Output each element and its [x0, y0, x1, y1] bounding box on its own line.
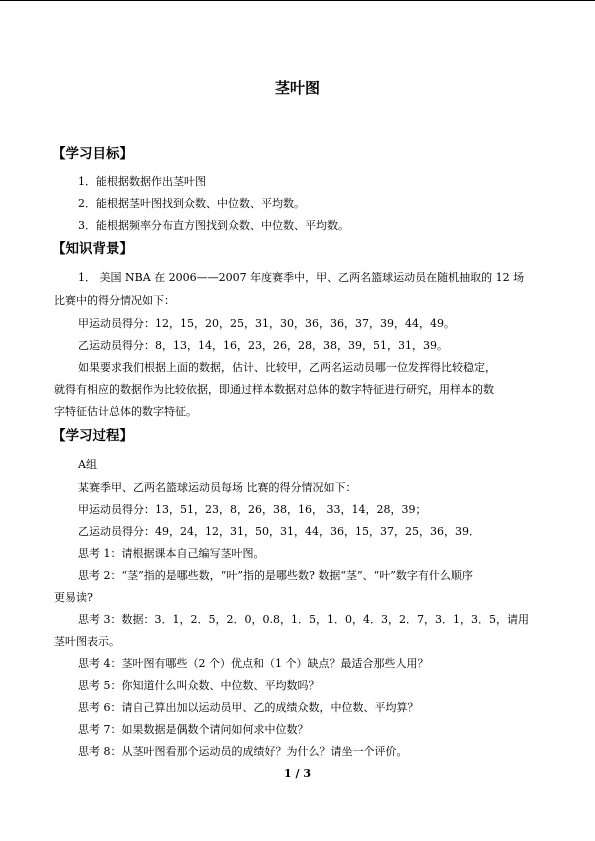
- think-5: 思考 5：你知道什么叫众数、中位数、平均数吗？: [78, 679, 320, 692]
- background-yi-scores: 乙运动员得分：8，13，14，16，23，26，28，38，39，51，31，39。: [78, 339, 448, 352]
- think-2-line-1: 思考 2：“茎”指的是哪些数，“叶”指的是哪些数? 数据“茎”、“叶”数字有什么顺序: [78, 569, 473, 582]
- background-paragraph-line-3: 字特征估计总体的数字特征。: [54, 405, 197, 418]
- process-group-label: A组: [78, 458, 97, 471]
- goal-item-2: 2．能根据茎叶图找到众数、中位数、平均数。: [78, 197, 305, 210]
- think-6: 思考 6：请自己算出加以运动员甲、乙的成绩众数，中位数、平均算？: [78, 701, 419, 714]
- goal-item-3: 3．能根据频率分布直方图找到众数、中位数、平均数。: [78, 219, 349, 232]
- background-heading: 【知识背景】: [52, 241, 133, 257]
- process-jia-scores: 甲运动员得分：13，51，23，8，26，38，16， 33，14，28，39；: [78, 503, 427, 516]
- think-4: 思考 4：茎叶图有哪些（2 个）优点和（1 个）缺点？最适合那些人用？: [78, 657, 429, 670]
- process-yi-scores: 乙运动员得分：49，24，12，31，50，31，44，36，15，37，25，36，39．: [78, 525, 480, 538]
- think-8: 思考 8：从茎叶图看那个运动员的成绩好？为什么？请坐一个评价。: [78, 745, 408, 758]
- goals-heading: 【学习目标】: [52, 146, 133, 162]
- think-7: 思考 7：如果数据是偶数个请问如何求中位数？: [78, 723, 309, 736]
- background-jia-scores: 甲运动员得分：12，15，20，25，31，30，36，36，37，39，44，49。: [78, 317, 455, 330]
- goal-item-1: 1．能根据数据作出茎叶图: [78, 175, 206, 188]
- top-border-line: [0, 0, 595, 1]
- think-2-line-2: 更易读?: [54, 591, 93, 604]
- think-3-line-1: 思考 3：数据：3．1，2．5，2．0，0.8，1．5，1．0，4．3，2．7，3．1，3．5，请用: [78, 613, 529, 626]
- background-intro-line-2: 比赛中的得分情况如下：: [54, 294, 175, 307]
- think-1: 思考 1：请根据课本自己编写茎叶图。: [78, 547, 265, 560]
- background-paragraph-line-2: 就得有相应的数据作为比较依据，即通过样本数据对总体的数字特征进行研究，用样本的数: [54, 383, 494, 396]
- background-intro-line-1: 1． 美国 NBA 在 2006——2007 年度赛季中，甲、乙两名篮球运动员在随机抽取的 12 场: [78, 271, 525, 284]
- process-heading: 【学习过程】: [52, 428, 133, 444]
- process-intro: 某赛季甲、乙两名篮球运动员每场 比赛的得分情况如下：: [78, 481, 357, 494]
- background-paragraph-line-1: 如果要求我们根据上面的数据，估计、比较甲，乙两名运动员哪一位发挥得比较稳定，: [78, 361, 496, 374]
- page-title: 茎叶图: [274, 79, 320, 97]
- think-3-line-2: 茎叶图表示。: [54, 635, 120, 648]
- page-number: 1 / 3: [284, 767, 311, 780]
